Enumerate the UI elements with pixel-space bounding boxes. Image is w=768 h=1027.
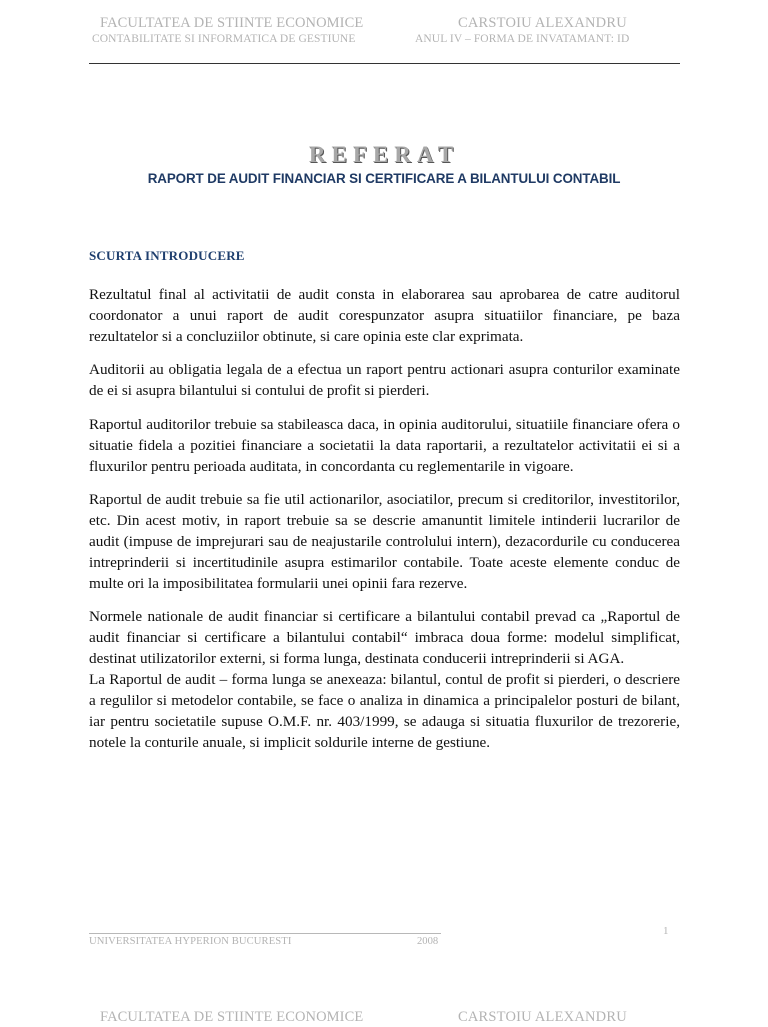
- footer-year: 2008: [417, 936, 439, 947]
- running-header: [89, 15, 680, 51]
- footer-divider: [89, 933, 441, 934]
- paragraph: Raportul de audit trebuie sa fie util actionarilor, asociatilor, precum si creditorilor, investitorilor, etc. Din acest motiv, in raport trebuie sa se descrie amanuntit limitele intinderii lucrarilor de audit (impuse de imprejurari sau de neajustarile controlului intern), dezacordurile cu conducerea intreprinderii si incertitudinile asupra estimarilor contabile. Toate aceste elemente conduc de multe ori la imposibilitatea formularii unei opinii fara rezerve.: [89, 491, 680, 592]
- paragraph: La Raportul de audit – forma lunga se anexeaza: bilantul, contul de profit si pierderi, o descriere a regulilor si metodelor contabile, se face o analiza in dinamica a principalelor posturi de bilant, iar pentru societatile supuse O.M.F. nr. 403/1999, se adauga si situatia fluxurilor de trezorerie, notele la conturile anuale, si implicit soldurile interne de gestiune.: [89, 670, 680, 751]
- paragraph: Rezultatul final al activitatii de audit consta in elaborarea sau aprobarea de catre auditorul coordonator a unui raport de audit corespunzator asupra situatiilor financiare, pe baza rezultatelor si a concluziilor obtinute, si care opinia este clar exprimata.: [89, 286, 680, 345]
- section-heading: SCURTA INTRODUCERE: [89, 248, 245, 263]
- next-page-header: [89, 1009, 680, 1027]
- paragraph: Auditorii au obligatia legala de a efectua un raport pentru actionari asupra conturilor examinate de ei si asupra bilantului si contului de profit si pierderi.: [89, 361, 680, 400]
- next-header-author: CARSTOIU ALEXANDRU: [458, 1009, 627, 1025]
- header-year-form: ANUL IV – FORMA DE INVATAMANT: ID: [415, 33, 630, 45]
- page-number: 1: [663, 925, 669, 937]
- body-text: [89, 285, 680, 766]
- paragraph: Normele nationale de audit financiar si certificare a bilantului contabil prevad ca „Raportul de audit financiar si certificare a bilantului contabil“ imbraca doua forme: modelul simplificat, destinat utilizatorilor externi, si forma lunga, destinata conducerii intreprinderii si AGA.: [89, 608, 680, 667]
- header-faculty: FACULTATEA DE STIINTE ECONOMICE: [100, 15, 364, 31]
- document-title: REFERAT: [308, 142, 460, 167]
- document-subtitle: RAPORT DE AUDIT FINANCIAR SI CERTIFICARE A BILANTULUI CONTABIL: [147, 171, 621, 186]
- footer-university: UNIVERSITATEA HYPERION BUCURESTI: [89, 936, 292, 947]
- header-author: CARSTOIU ALEXANDRU: [458, 15, 627, 31]
- next-header-faculty: FACULTATEA DE STIINTE ECONOMICE: [100, 1009, 364, 1025]
- header-divider: [89, 63, 680, 64]
- paragraph: Raportul auditorilor trebuie sa stabileasca daca, in opinia auditorului, situatiile financiare ofera o situatie fidela a pozitiei financiare a societatii la data raportarii, a rezultatelor activitatii ei si a fluxurilor pentru perioada auditata, in concordanta cu reglementarile in vigoare.: [89, 415, 680, 475]
- header-specialization: CONTABILITATE SI INFORMATICA DE GESTIUNE: [92, 33, 356, 45]
